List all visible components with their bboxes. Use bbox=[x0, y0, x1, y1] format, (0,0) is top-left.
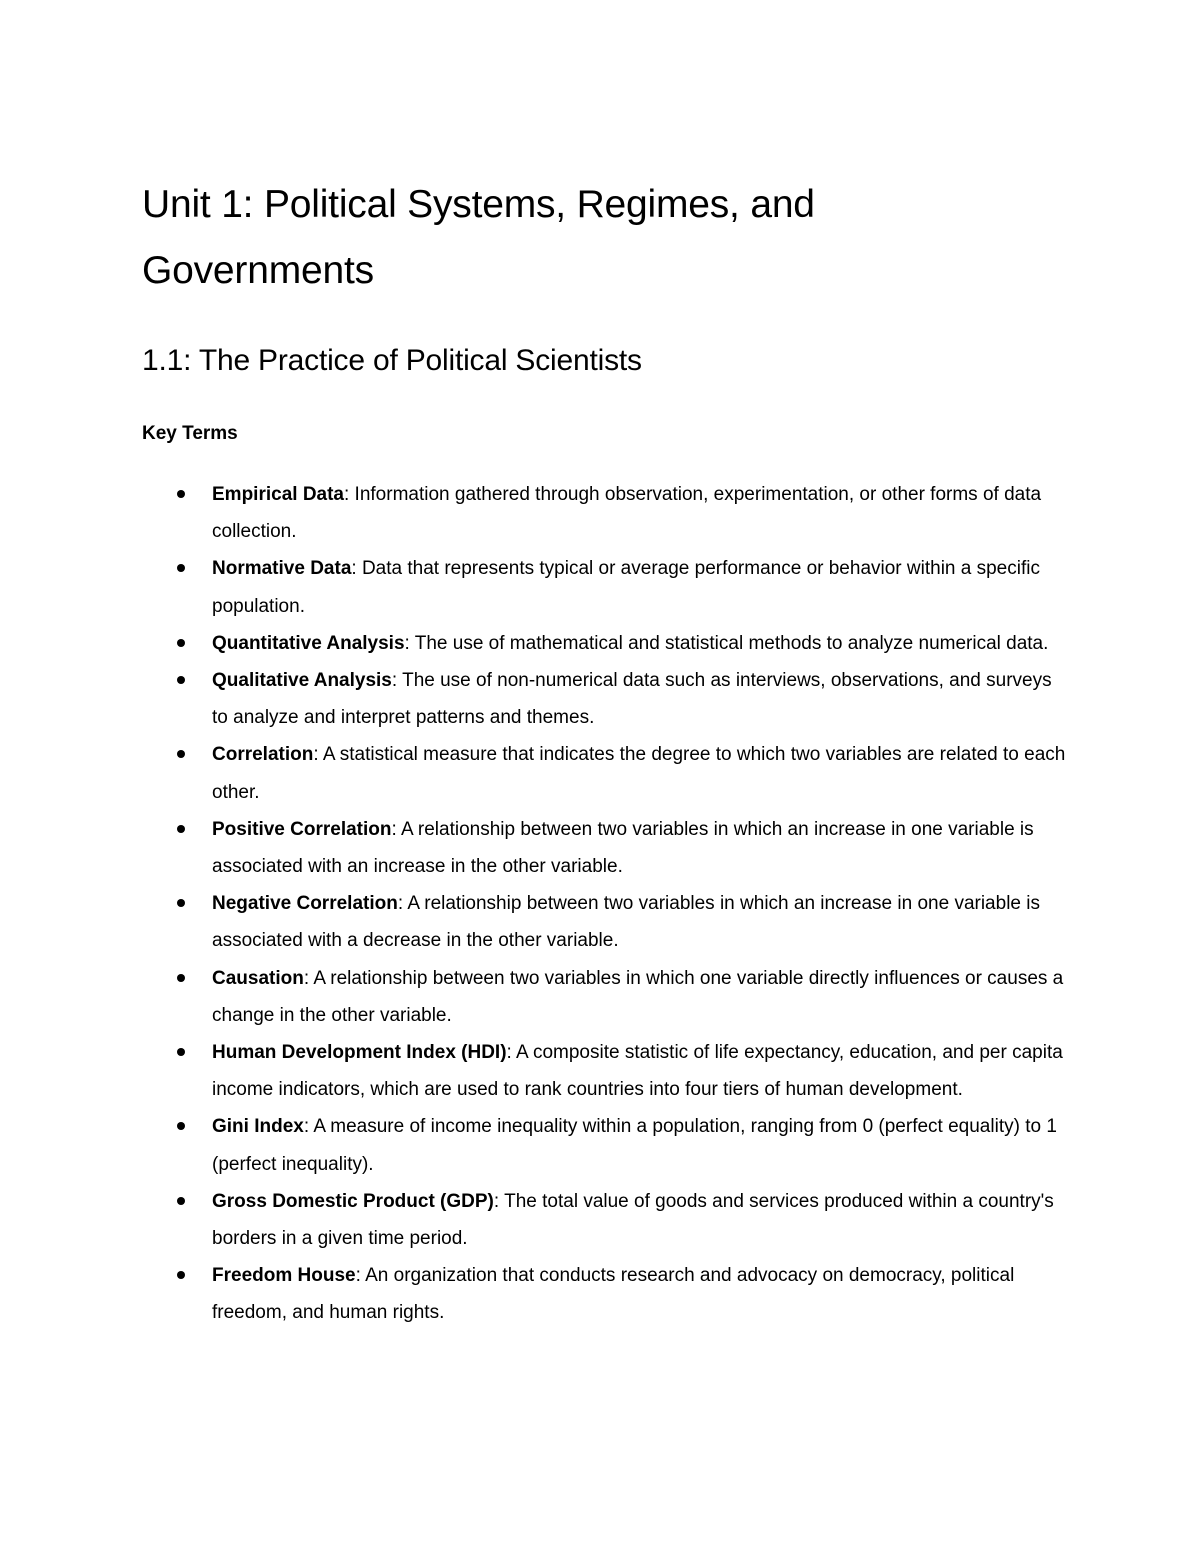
term-name: Quantitative Analysis bbox=[212, 632, 405, 654]
bullet-icon bbox=[177, 490, 185, 498]
term-definition: : Data that represents typical or average performance or behavior within a specific population. bbox=[212, 558, 1040, 617]
term-definition: : A measure of income inequality within a population, ranging from 0 (perfect equality) to 1 (perfect inequality). bbox=[212, 1116, 1057, 1175]
bullet-icon bbox=[177, 1197, 185, 1205]
term-name: Correlation bbox=[212, 744, 314, 766]
term-quantitative-analysis bbox=[212, 625, 1072, 662]
bullet-icon bbox=[177, 639, 185, 647]
term-freedom-house bbox=[212, 1257, 1072, 1331]
term-empirical-data bbox=[212, 476, 1072, 550]
term-human-development-index bbox=[212, 1034, 1072, 1108]
term-positive-correlation bbox=[212, 811, 1072, 885]
bullet-icon bbox=[177, 974, 185, 982]
term-correlation bbox=[212, 736, 1072, 810]
term-name: Causation bbox=[212, 967, 304, 989]
term-name: Human Development Index (HDI) bbox=[212, 1042, 507, 1064]
term-name: Gross Domestic Product (GDP) bbox=[212, 1190, 494, 1212]
term-name: Negative Correlation bbox=[212, 893, 398, 915]
term-definition: : The use of mathematical and statistical methods to analyze numerical data. bbox=[404, 632, 1049, 654]
document-title: Unit 1: Political Systems, Regimes, and Governments bbox=[142, 183, 815, 292]
bullet-icon bbox=[177, 1122, 185, 1130]
term-definition: : Information gathered through observation, experimentation, or other forms of data collection. bbox=[212, 484, 1042, 543]
key-terms-heading: Key Terms bbox=[142, 423, 238, 444]
term-name: Qualitative Analysis bbox=[212, 670, 392, 692]
term-name: Empirical Data bbox=[212, 484, 344, 505]
term-normative-data bbox=[212, 550, 1072, 624]
term-definition: : A relationship between two variables in which an increase in one variable is associated with a decrease in the other variable. bbox=[212, 893, 1040, 952]
term-gini-index bbox=[212, 1108, 1072, 1182]
bullet-icon bbox=[177, 564, 185, 572]
term-name: Positive Correlation bbox=[212, 818, 392, 840]
bullet-icon bbox=[177, 750, 185, 758]
term-qualitative-analysis bbox=[212, 662, 1072, 736]
term-definition: : The total value of goods and services produced within a country's borders in a given time period. bbox=[212, 1190, 1054, 1250]
term-definition: : A statistical measure that indicates the degree to which two variables are related to each other. bbox=[212, 744, 1066, 803]
term-definition: : A composite statistic of life expectancy, education, and per capita income indicators, which are used to rank countries into four tiers of human development. bbox=[212, 1042, 1063, 1101]
term-definition: : A relationship between two variables in which one variable directly influences or causes a change in the other variable. bbox=[212, 967, 1064, 1026]
key-terms-list bbox=[212, 476, 1072, 1332]
term-negative-correlation bbox=[212, 885, 1072, 959]
section-heading: 1.1: The Practice of Political Scientists bbox=[142, 344, 642, 377]
term-causation bbox=[212, 960, 1072, 1034]
bullet-icon bbox=[177, 825, 185, 833]
bullet-icon bbox=[177, 676, 185, 684]
term-definition: : A relationship between two variables in which an increase in one variable is associated with an increase in the other variable. bbox=[212, 818, 1034, 878]
term-name: Gini Index bbox=[212, 1116, 304, 1138]
bullet-icon bbox=[177, 1271, 185, 1279]
term-definition: : An organization that conducts research and advocacy on democracy, political freedom, and human rights. bbox=[212, 1265, 1015, 1324]
term-name: Normative Data bbox=[212, 558, 352, 580]
term-gross-domestic-product bbox=[212, 1183, 1072, 1257]
bullet-icon bbox=[177, 1048, 185, 1056]
term-definition: : The use of non-numerical data such as interviews, observations, and surveys to analyze and interpret patterns and themes. bbox=[212, 670, 1052, 729]
bullet-icon bbox=[177, 899, 185, 907]
term-name: Freedom House bbox=[212, 1265, 356, 1287]
